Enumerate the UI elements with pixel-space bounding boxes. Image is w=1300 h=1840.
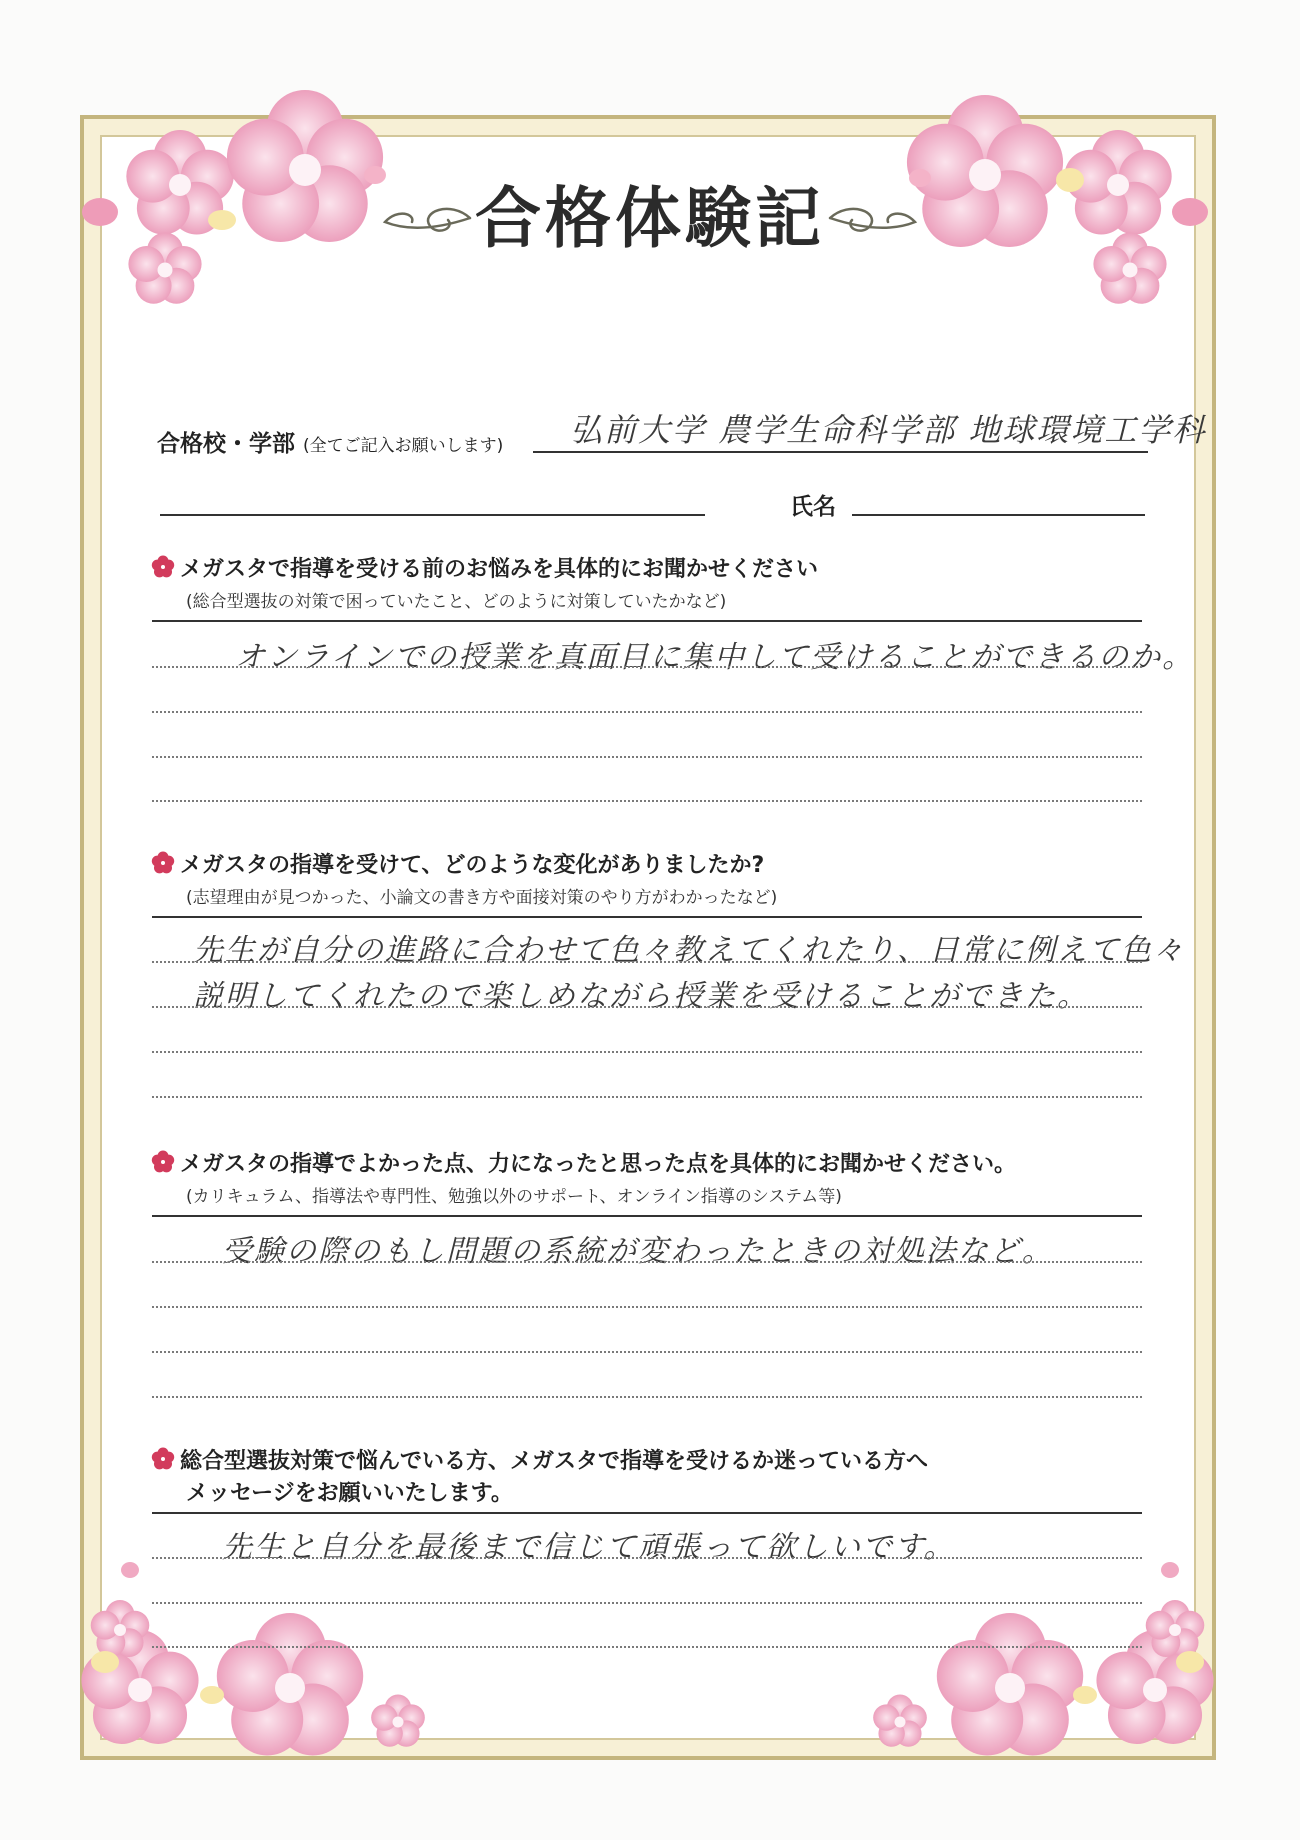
blank-underline xyxy=(160,514,705,516)
answer-line xyxy=(152,1557,1142,1559)
answer-line xyxy=(152,1261,1142,1263)
answer-line xyxy=(152,961,1142,963)
question-2-answer-line-2: 説明してくれたので楽しめながら授業を受けることができた。 xyxy=(193,979,1089,1014)
question-4-subtitle: メッセージをお願いいたします。 xyxy=(186,1481,513,1506)
cherry-blossom-icon xyxy=(150,850,176,876)
name-underline xyxy=(852,514,1145,516)
school-label: 合格校・学部 xyxy=(157,431,295,457)
page-title: 合格体験記 xyxy=(475,179,825,257)
question-3-subtitle: (カリキュラム、指導法や専門性、勉強以外のサポート、オンライン指導のシステム等) xyxy=(186,1187,842,1207)
question-2-answer-line-1: 先生が自分の進路に合わせて色々教えてくれたり、日常に例えて色々 xyxy=(193,933,1185,968)
question-3-answer-line-1: 受験の際のもし問題の系統が変わったときの対処法など。 xyxy=(222,1234,1054,1269)
question-4-answer-line-1: 先生と自分を最後まで信じて頑張って欲しいです。 xyxy=(222,1530,956,1565)
question-3-heading xyxy=(150,1147,1016,1178)
question-4-rule xyxy=(152,1512,1142,1514)
question-2-title: メガスタの指導を受けて、どのような変化がありましたか? xyxy=(180,853,765,878)
question-2-rule xyxy=(152,916,1142,918)
cherry-blossom-icon xyxy=(150,1446,176,1472)
question-4-heading xyxy=(150,1444,928,1475)
question-2-subtitle: (志望理由が見つかった、小論文の書き方や面接対策のやり方がわかったなど) xyxy=(186,888,778,908)
cherry-blossom-icon xyxy=(150,1149,176,1175)
answer-line xyxy=(152,1646,1142,1648)
answer-line xyxy=(152,800,1142,802)
question-1-answer-line-1: オンラインでの授業を真面目に集中して受けることができるのか。 xyxy=(235,640,1195,675)
answer-line xyxy=(152,756,1142,758)
school-note: (全てご記入お願いします) xyxy=(303,436,504,456)
school-label-row xyxy=(157,425,503,458)
answer-line xyxy=(152,1306,1142,1308)
question-1-subtitle: (総合型選抜の対策で困っていたこと、どのように対策していたかなど) xyxy=(186,592,727,612)
answer-line xyxy=(152,1351,1142,1353)
answer-line xyxy=(152,1096,1142,1098)
question-1-rule xyxy=(152,620,1142,622)
question-3-rule xyxy=(152,1215,1142,1217)
answer-line xyxy=(152,1602,1142,1604)
answer-line xyxy=(152,1396,1142,1398)
question-3-title: メガスタの指導でよかった点、力になったと思った点を具体的にお聞かせください。 xyxy=(180,1152,1017,1177)
answer-line xyxy=(152,1051,1142,1053)
answer-line xyxy=(152,711,1142,713)
question-1-title: メガスタで指導を受ける前のお悩みを具体的にお聞かせください xyxy=(180,557,819,582)
school-underline xyxy=(533,451,1148,453)
question-2-heading xyxy=(150,848,764,879)
answer-line xyxy=(152,1006,1142,1008)
question-1-heading xyxy=(150,552,818,583)
answer-line xyxy=(152,666,1142,668)
cherry-blossom-icon xyxy=(150,554,176,580)
question-4-title: 総合型選抜対策で悩んでいる方、メガスタで指導を受けるか迷っている方へ xyxy=(180,1449,929,1474)
name-label: 氏名 xyxy=(790,494,836,520)
school-value: 弘前大学 農学生命科学部 地球環境工学科 xyxy=(570,411,1207,449)
